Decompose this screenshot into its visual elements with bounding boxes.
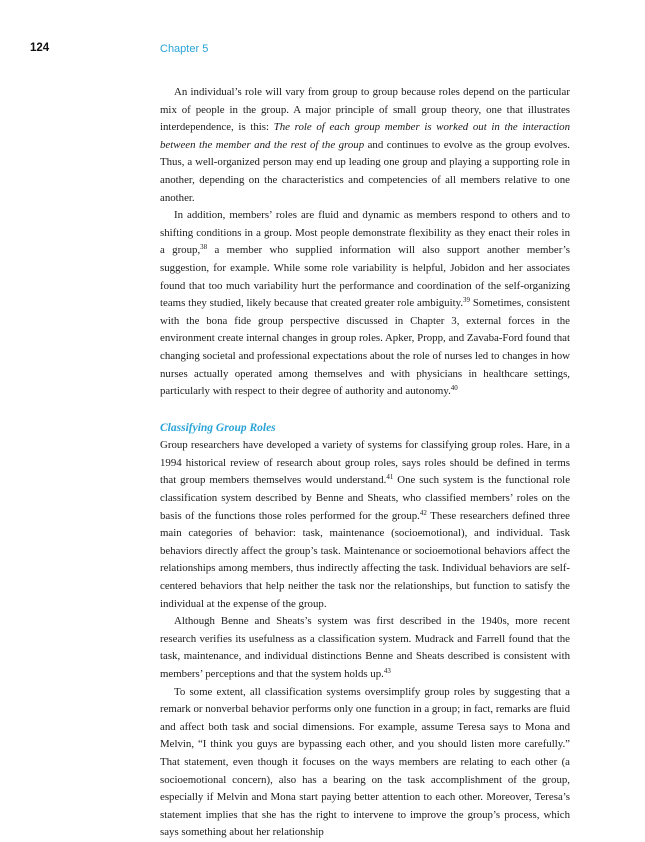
paragraph-text: and continues to evolve as the group evolves. Thus, a well-organized person may end up leading one group and playing a supporting role in another, depending on the characteristics and competencies of all members relative to one another. (160, 138, 570, 204)
footnote-ref: 43 (383, 667, 391, 675)
footnote-ref: 40 (450, 384, 458, 393)
paragraph-text: To some extent, all classification systems oversimplify group roles by suggesting that a remark or nonverbal behavior performs only one function in a group; in fact, remarks are fluid and affect both task and social dimensions. For example, assume Teresa says to Mona and Melvin, “I think you guys are bypassing each other, and you should listen more carefully.” That statement, even though it focuses on the ways members are relating to each other (a socioemotional concern), also has a bearing on the task accomplishment of the group, especially if Melvin and Mona start paying better attention to each other. Moreover, Teresa’s statement implies that she has the right to intervene to improve the group’s process, which says something about her relationship (160, 685, 570, 839)
body-text (160, 84, 570, 842)
chapter-label: Chapter 5 (160, 43, 209, 55)
paragraph-text: Sometimes, consistent with the bona fide group perspective discussed in Chapter 3, external forces in the environment create internal changes in group roles. Apker, Propp, and Zavaba-Ford found that changing societal and professional expectations about the role of nurses led to changes in how nurses actually operated among themselves and with physicians in healthcare settings, particularly with respect to their degree of authority and autonomy. (160, 297, 570, 398)
paragraph-text: In addition, members’ roles are fluid and dynamic as members respond to others and to shifting conditions in a group. Most people demonstrate flexibility as they enact their roles in a group, (160, 209, 570, 257)
paragraph-text: An individual’s role will vary from group to group because roles depend on the particular mix of people in the group. A major principle of small group theory, one that illustrates interdependence, is this: (160, 86, 570, 134)
footnote-ref: 42 (419, 508, 427, 517)
footnote-ref: 39 (463, 296, 471, 305)
paragraph-text: One such system is the functional role classification system described by Benne and Sheats, who classified members’ roles on the basis of the functions those roles performed for the group. (160, 474, 571, 522)
paragraph-benne-sheats (160, 613, 570, 683)
paragraph-text: Although Benne and Sheats’s system was first described in the 1940s, more recent research verifies its usefulness as a classification system. Mudrack and Farrell found that the task, maintenance, and individual distinctions Benne and Sheats described is consistent with members’ perceptions and that the system holds up. (160, 615, 570, 680)
paragraph-text: These researchers defined three main categories of behavior: task, maintenance (socioemotional), and individual. Task behaviors directly affect the group’s task. Maintenance or socioemotional behaviors affect the relationships among members, thus indirectly affecting the task. Individual behaviors are self-centered behaviors that help neither the task nor the relationships, but function to satisfy the individual at the expense of the group. (160, 509, 570, 610)
paragraph-oversimplify (160, 684, 570, 842)
paragraph-classification-systems (160, 437, 570, 613)
section-heading: Classifying Group Roles (160, 421, 276, 434)
footnote-ref: 38 (200, 243, 208, 252)
paragraph-role-variation (160, 84, 570, 207)
paragraph-fluid-roles (160, 207, 570, 401)
footnote-ref: 41 (386, 473, 394, 482)
paragraph-text: Group researchers have developed a variety of systems for classifying group roles. Hare, in a 1994 historical review of research about group roles, says roles should be defined in terms that group members themselves would understand. (160, 439, 570, 487)
paragraph-italic-principle: The role of each group member is worked out in the interaction between the member and the rest of the group (160, 121, 570, 151)
page-number: 124 (30, 42, 50, 54)
paragraph-text: a member who supplied information will also support another member’s suggestion, for example. While some role variability is helpful, Jobidon and her associates found that too much variability hurt the performance and coordination of the self-organizing teams they studied, likely because that created greater role ambiguity. (160, 244, 570, 310)
